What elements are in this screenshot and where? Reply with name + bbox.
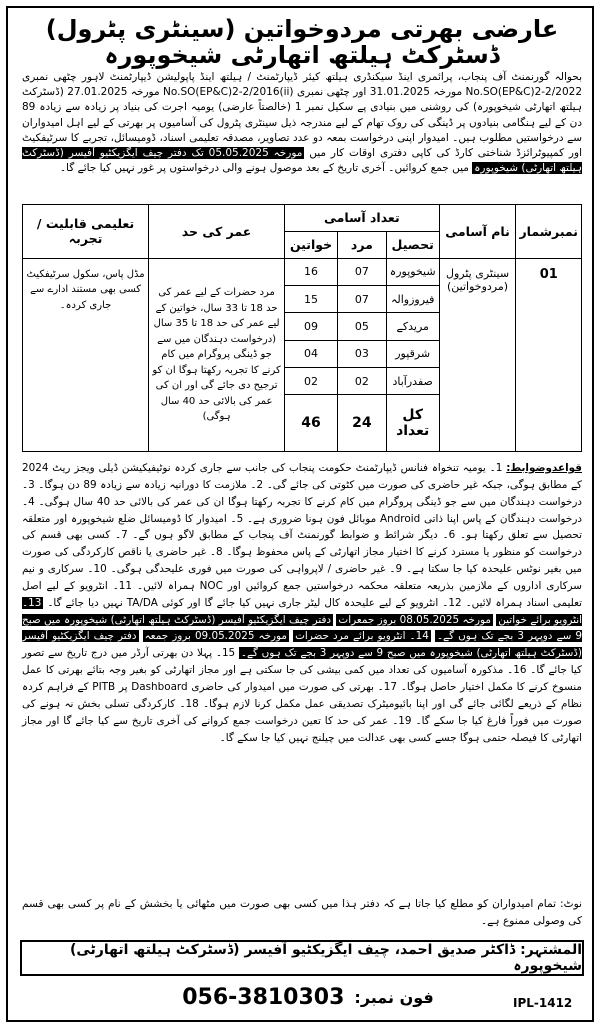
- interview-men-date: مورخہ 09.05.2025 بروز جمعہ: [144, 630, 287, 643]
- total-female: 46: [285, 395, 338, 452]
- note-text: نوٹ: تمام امیدواران کو مطلع کیا جاتا ہے کہ دفتر ہذا میں کسی بھی صورت میں مٹھائی یا بخشش کے نام پر کسی بھی قسم کی وصولی ممنوع ہے۔: [22, 898, 582, 927]
- intro-text-1: بحوالہ گورنمنٹ آف پنجاب، پرائمری اینڈ سیکنڈری ہیلتھ کیئر ڈیپارٹمنٹ / ہیلتھ اینڈ پاپولیشن ڈیپارٹمنٹ لاہور چٹھی نمبری No.SO(EP&C)2-2/2022 مورخہ 31.01.2025 اور چٹھی نمبری No.SO(EP&C)2-2/2016(ii) مورخہ 27.01.2025 (ڈسٹرکٹ ہیلتھ اتھارٹی شیخوپورہ) کی روشنی میں بنیادی پے سکیل نمبر 1 (خالصتاً عارضی) یومیہ اجرت کی بنیاد پر زیادہ سے زیادہ 89 دن کے لیے ہنگامی بنیادوں پر ڈینگی کی روک تھام کے لیے مندرجہ ذیل سینٹری پٹرول کی آسامیوں پر بھرتی کے لیے اہل امیدواران سے درخواستیں مطلوب ہیں۔: [22, 71, 582, 144]
- tehsil-cell: فیروزوالہ: [386, 285, 439, 312]
- posts-table: [22, 204, 582, 452]
- advertisement-page: [6, 6, 594, 1022]
- rules-section: [22, 460, 582, 855]
- tehsil-cell: شیخوپورہ: [386, 258, 439, 285]
- intro-text-2: امیدوار اپنی درخواست بمعہ دو عدد تصاویر، مصدقہ تعلیمی اسناد، ڈومیسائل، تجربے کا سرٹیفکیٹ اور کمپیوٹرائزڈ شناختی کارڈ کی کاپی دفتری اوقات کار میں: [22, 131, 582, 160]
- page-title: عارضی بھرتی مردوخواتین (سینٹری پٹرول) ڈسٹرکٹ ہیلتھ اتھارٹی شیخوپورہ: [45, 14, 559, 69]
- tehsil-cell: مریدکے: [386, 313, 439, 340]
- rules-body-1: 1۔ یومیہ تنخواہ فنانس ڈیپارٹمنٹ حکومت پنجاب کی جانب سے جاری کردہ نوٹیفیکیشن ڈیلی ویجز ریٹ 2024 کے مطابق ہوگی، جبکہ غیر حاضری کی صورت میں کٹوتی کی جائے گی۔ 2۔ ملازمت کا دورانیہ زیادہ سے زیادہ 89 دن ہوگا۔ 3۔ درخواست دہندگان میں سے جو ڈینگی پروگرام میں کام کرنے کا تجربہ رکھتا ہوگا ان کی عمر کی بالائی حد 40 سال ہوگی۔ 4۔ درخواست دہندگان کے پاس اپنا ذاتی Android موبائل فون ہونا ضروری ہے۔ 5۔ امیدوار کا ڈومیسائل ضلع شیخوپورہ اور متعلقہ تحصیل سے تعلق رکھتا ہو۔ 6۔ دیگر شرائط و ضوابط گورنمنٹ آف پنجاب کے مطابق لاگو ہوں گے۔ 7۔ کسی بھی قسم کی درخواست کو منظور یا مسترد کرنے کا اختیار مجاز اتھارٹی کے پاس محفوظ ہوگا۔ 8۔ غیر حاضری یا ناقص کارکردگی کی صورت میں بغیر نوٹس علیحدہ کیا جا سکتا ہے۔ 9۔ غیر حاضری / لاپرواہی کی صورت میں فوری علیحدگی ہوگی۔ 10۔ سرکاری و نیم سرکاری اداروں کے ملازمین بذریعہ متعلقہ محکمہ درخواستیں جمع کروائیں اور NOC ہمراہ لائیں۔ 11۔ انٹرویو کے لیے اصل تعلیمی اسناد ہمراہ لائیں۔ 12۔ انٹرویو کے لیے علیحدہ کال لیٹر جاری نہیں کیا جائے گا اور کوئی TA/DA نہیں دیا جائے گا۔: [22, 462, 583, 609]
- header-qualification: تعلیمی قابلیت / تجربہ: [23, 205, 149, 259]
- header-age: عمر کی حد: [149, 205, 285, 259]
- tehsil-cell: شرقپور: [386, 340, 439, 367]
- intro-text-3: میں جمع کروائیں۔ آخری تاریخ کے بعد موصول ہونے والی درخواستوں پر غور نہیں کیا جائے گا۔: [59, 162, 469, 175]
- interview-men-highlight: 14۔ انٹرویو برائے مرد حضرات: [295, 630, 429, 643]
- ipl-code: IPL-1412: [513, 996, 573, 1010]
- phone-number: 056-3810303: [182, 984, 345, 1010]
- header-tehsil: تحصیل: [386, 231, 439, 258]
- male-cell: 05: [338, 313, 387, 340]
- male-cell: 03: [338, 340, 387, 367]
- table-row: [23, 258, 582, 285]
- rules-body-2: 15۔ پہلا دن بھرتی آرڈر میں درج تاریخ سے تصور کیا جائے گا۔ 16۔ مذکورہ آسامیوں کی تعداد میں کمی بیشی کی جا سکتی ہے اور مجاز اتھارٹی کو بغیر وجہ بتائے بھرتی کا عمل منسوخ کرنے کا مکمل اختیار حاصل ہوگا۔ 17۔ بھرتی کی صورت میں امیدوار کی حاضری Dashboard پر PITB کے فراہم کردہ نظام کے ذریعے لگائی جائے گی اور اپنا بائیومیٹرک تصدیقی عمل مکمل کرنا لازم ہوگا۔ 18۔ کارکردگی تسلی بخش نہ ہونے کی صورت میں فوراً فارغ کیا جا سکے گا۔ 19۔ عمر کی حد کا تعین درخواست جمع کروانے کی آخری تاریخ سے کیا جائے گا اور مجاز اتھارٹی کا فیصلہ حتمی ہوگا جسے کسی بھی عدالت میں چیلنج نہیں کیا جا سکے گا۔: [22, 647, 583, 744]
- interview-men-venue: دفتر چیف ایگزیکٹیو آفیسر (ڈسٹرکٹ ہیلتھ اتھارٹی) شیخوپورہ میں صبح 9 سے دوپہر 3 بجے تک ہوں گے۔: [22, 630, 582, 660]
- female-cell: 04: [285, 340, 338, 367]
- header-serial: نمبرشمار: [516, 205, 582, 259]
- interview-women-date: مورخہ 08.05.2025 بروز جمعرات: [338, 613, 491, 626]
- interview-women-highlight: 13۔ انٹرویو برائے خواتین: [22, 596, 582, 626]
- deadline-highlight: مورخہ 05.05.2025 تک دفتر چیف ایگزیکٹیو آفیسر (ڈسٹرکٹ ہیلتھ اتھارٹی) شیخوپورہ: [22, 147, 582, 175]
- rules-heading: قواعدوضوابط:: [506, 462, 582, 474]
- interview-women-venue: دفتر چیف ایگزیکٹیو آفیسر (ڈسٹرکٹ ہیلتھ اتھارٹی) شیخوپورہ میں صبح 9 سے دوپہر 3 بجے تک ہوں گے۔: [22, 613, 582, 643]
- female-cell: 09: [285, 313, 338, 340]
- header-female: خواتین: [285, 231, 338, 258]
- age-cell: مرد حضرات کے لیے عمر کی حد 18 تا 33 سال، خواتین کے لیے عمر کی حد 18 تا 35 سال (درخواست دہندگان میں سے جو ڈینگی پروگرام میں کام کرنے کا تجربہ رکھتا ہوگا ان کو ترجیح دی جائے گی اور ان کی عمر کی بالائی حد 40 سال ہوگی): [149, 258, 285, 451]
- female-cell: 02: [285, 368, 338, 395]
- male-cell: 02: [338, 368, 387, 395]
- male-cell: 07: [338, 285, 387, 312]
- serial-no: 01: [516, 258, 582, 451]
- female-cell: 15: [285, 285, 338, 312]
- post-name-cell: [439, 258, 516, 451]
- phone-line: [158, 980, 458, 1014]
- intro-paragraph: [22, 70, 582, 200]
- total-male: 24: [338, 395, 387, 452]
- male-cell: 07: [338, 258, 387, 285]
- header-male: مرد: [338, 231, 387, 258]
- qualification-cell: مڈل پاس، سکول سرٹیفکیٹ کسی بھی مستند ادارے سے جاری کردہ۔: [23, 258, 149, 451]
- total-label: کل تعداد: [386, 395, 439, 452]
- tehsil-cell: صفدرآباد: [386, 368, 439, 395]
- advertiser-box: المشتہر: ڈاکٹر صدیق احمد، چیف ایگزیکٹیو آفیسر (ڈسٹرکٹ ہیلتھ اتھارٹی) شیخوپورہ: [20, 940, 584, 976]
- post-sub: (مردوخواتین): [447, 279, 509, 293]
- post-name: سینٹری پٹرول: [445, 266, 510, 280]
- female-cell: 16: [285, 258, 338, 285]
- phone-label: فون نمبر:: [354, 987, 434, 1007]
- header-count: تعداد آسامی: [285, 205, 440, 232]
- header-post: نام آسامی: [439, 205, 516, 259]
